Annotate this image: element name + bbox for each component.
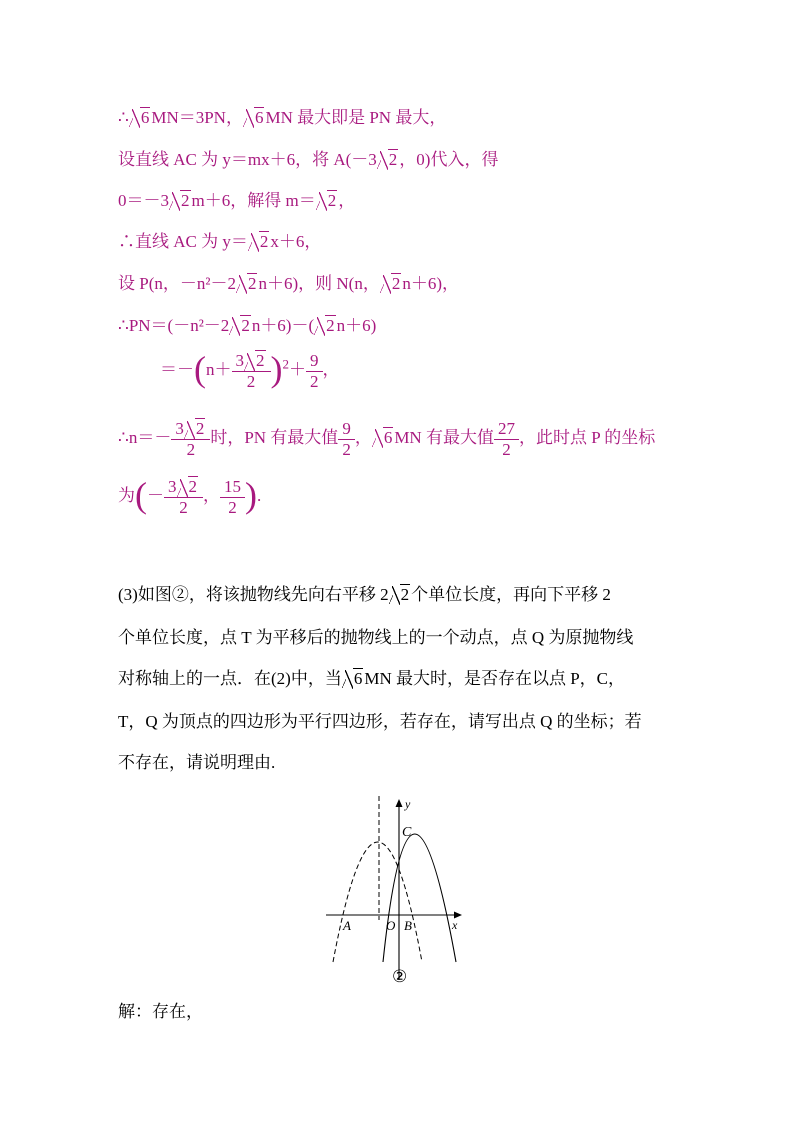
label-O: O — [386, 918, 396, 933]
question-line-3: 对称轴上的一点．在(2)中，当 6 MN 最大时，是否存在以点 P，C， — [118, 667, 625, 691]
shifted-parabola — [383, 834, 456, 962]
answer-line: 解：存在， — [118, 1002, 203, 1021]
solution-line-5: 设 P(n，－n²－2 2 n＋6)，则 N(n， 2 n＋6)， — [118, 272, 459, 296]
question-line-5: 不存在，请说明理由. — [118, 753, 276, 772]
label-x: x — [452, 918, 458, 932]
solution-line-7: ＝－(n＋ $\frac{3 2}{2}$ )$^2$＋ $\frac{9}{2}$ ， — [160, 349, 340, 391]
y-axis-arrow — [396, 799, 403, 807]
solution-line-2: 设直线 AC 为 y＝mx＋6，将 A(－3 2 ，0)代入，得 — [118, 148, 498, 172]
label-A: A — [343, 918, 351, 933]
solution-line-6: ∴PN＝(－n²－2 2 n＋6)－( 2 n＋6) — [118, 314, 376, 338]
label-C: C — [402, 825, 412, 840]
question-line-4: T，Q 为顶点的四边形为平行四边形，若存在，请写出点 Q 的坐标；若 — [118, 712, 642, 731]
figure-caption: ② — [392, 967, 408, 986]
question-line-2: 个单位长度，点 T 为平移后的抛物线上的一个动点，点 Q 为原抛物线 — [118, 628, 634, 647]
solution-line-8: ∴n＝－ $\frac{3 2}{2}$ 时，PN 有最大值 $\frac{9}{2}$ ， 6 MN 有最大值 $\frac{27}{2}$ ，此时点 P 的坐标 — [118, 418, 656, 459]
solution-line-4: ∴直线 AC 为 y＝ 2 x＋6， — [118, 230, 321, 254]
label-B: B — [404, 918, 412, 933]
solution-line-9: 为(－ $\frac{3 2}{2}$ ， $\frac{15}{2}$ ). — [118, 475, 262, 517]
parabola-figure — [0, 790, 794, 990]
original-parabola — [333, 842, 422, 962]
label-y: y — [405, 797, 411, 811]
solution-line-3: 0＝－3 2 m＋6，解得 m＝ 2 ， — [118, 189, 355, 213]
solution-line-1: ∴ 6 MN＝3PN， 6 MN 最大即是 PN 最大， — [118, 106, 446, 130]
question-line-1: (3)如图②，将该抛物线先向右平移 2 2 个单位长度，再向下平移 2 — [118, 583, 611, 607]
